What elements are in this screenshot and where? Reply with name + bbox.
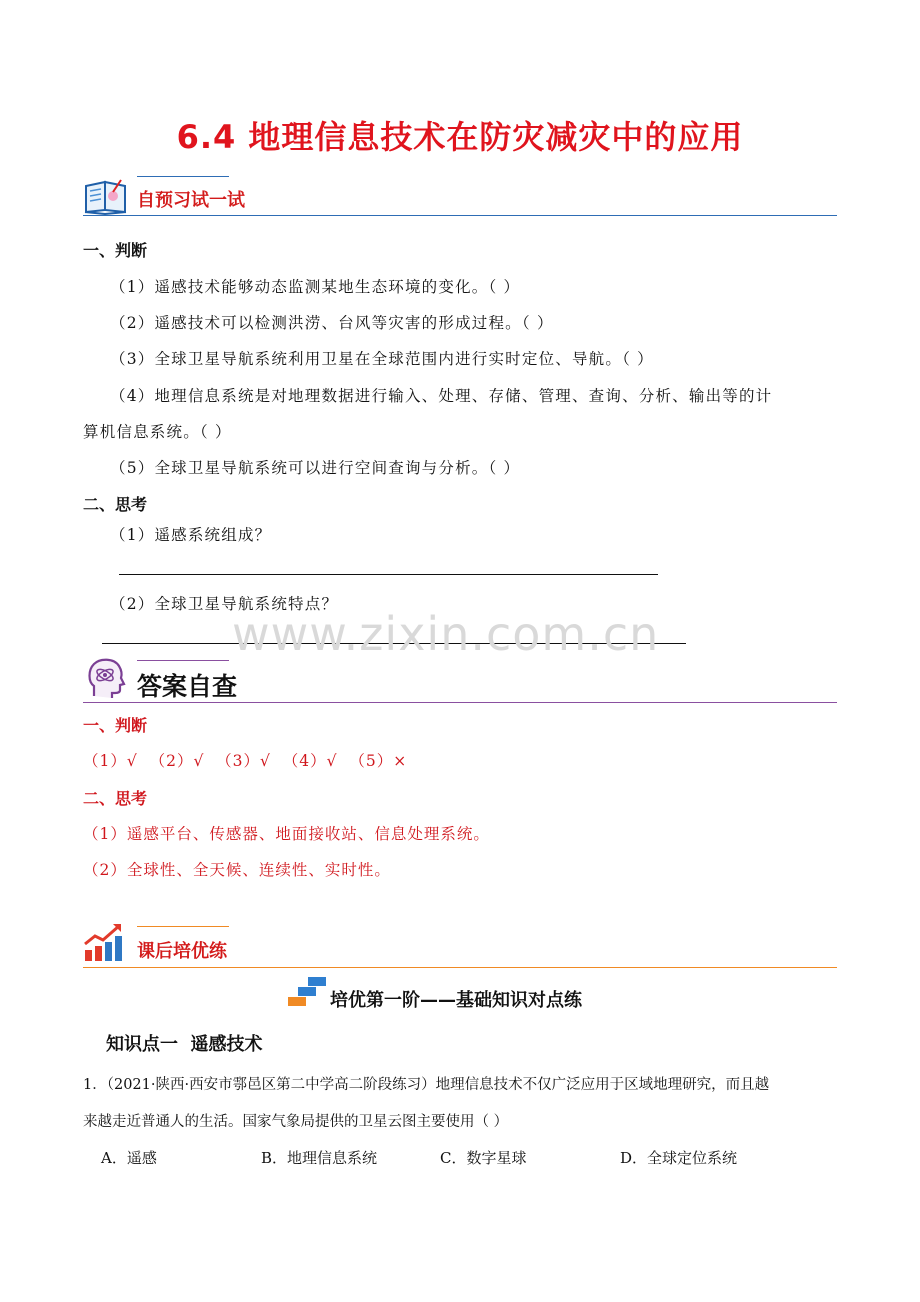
think-item: （1）遥感系统组成？ bbox=[110, 526, 272, 544]
header-accent-line bbox=[137, 176, 229, 177]
section-rule bbox=[83, 215, 837, 216]
question-text: 来越走近普通人的生活。国家气象局提供的卫星云图主要使用（ ） bbox=[83, 1114, 509, 1130]
judge-item: （4）地理信息系统是对地理数据进行输入、处理、存储、管理、查询、分析、输出等的计 bbox=[110, 387, 773, 405]
book-icon bbox=[83, 176, 131, 216]
judge-item: （3）全球卫星导航系统利用卫星在全球范围内进行实时定位、导航。（ ） bbox=[110, 350, 654, 368]
answer-item: （2）全球性、全天候、连续性、实时性。 bbox=[83, 861, 391, 879]
think-item: （2）全球卫星导航系统特点？ bbox=[110, 595, 339, 613]
section-heading-practice: 课后培优练 bbox=[137, 941, 227, 962]
part1-label: 一、判断 bbox=[83, 241, 148, 260]
section-heading-answers: 答案自查 bbox=[137, 672, 238, 701]
option-c: C．数字星球 bbox=[440, 1149, 527, 1167]
level-title: 培优第一阶——基础知识对点练 bbox=[330, 990, 582, 1011]
judge-item-continued: 算机信息系统。（ ） bbox=[83, 423, 232, 441]
judge-item: （1）遥感技术能够动态监测某地生态环境的变化。（ ） bbox=[110, 278, 521, 296]
option-b: B．地理信息系统 bbox=[261, 1149, 378, 1167]
watermark: www.zixin.com.cn bbox=[232, 607, 660, 661]
stairs-icon bbox=[288, 975, 328, 1007]
section-heading-preview: 自预习试一试 bbox=[137, 190, 245, 211]
knowledge-point-title: 知识点一 遥感技术 bbox=[106, 1034, 263, 1055]
page-title: 6.4 地理信息技术在防灾减灾中的应用 bbox=[176, 118, 744, 156]
bar-chart-growth-icon bbox=[83, 922, 125, 962]
judge-item: （5）全球卫星导航系统可以进行空间查询与分析。（ ） bbox=[110, 459, 521, 477]
head-atom-icon bbox=[86, 656, 126, 700]
part2-label: 二、思考 bbox=[83, 495, 148, 514]
header-accent-line bbox=[137, 926, 229, 927]
answer-part1-label: 一、判断 bbox=[83, 716, 148, 735]
question-text: 1．（2021·陕西·西安市鄠邑区第二中学高二阶段练习）地理信息技术不仅广泛应用于区域地理研究，而且越 bbox=[83, 1077, 770, 1093]
answer-part1-text: （1）√ （2）√ （3）√ （4）√ （5）× bbox=[83, 752, 408, 770]
answer-blank-line bbox=[119, 574, 658, 575]
section-rule bbox=[83, 967, 837, 968]
option-d: D．全球定位系统 bbox=[620, 1149, 738, 1167]
option-a: A．遥感 bbox=[101, 1149, 157, 1167]
section-rule bbox=[83, 702, 837, 703]
answer-item: （1）遥感平台、传感器、地面接收站、信息处理系统。 bbox=[83, 825, 490, 843]
header-accent-line bbox=[137, 660, 229, 661]
judge-item: （2）遥感技术可以检测洪涝、台风等灾害的形成过程。（ ） bbox=[110, 314, 554, 332]
answer-part2-label: 二、思考 bbox=[83, 789, 148, 808]
